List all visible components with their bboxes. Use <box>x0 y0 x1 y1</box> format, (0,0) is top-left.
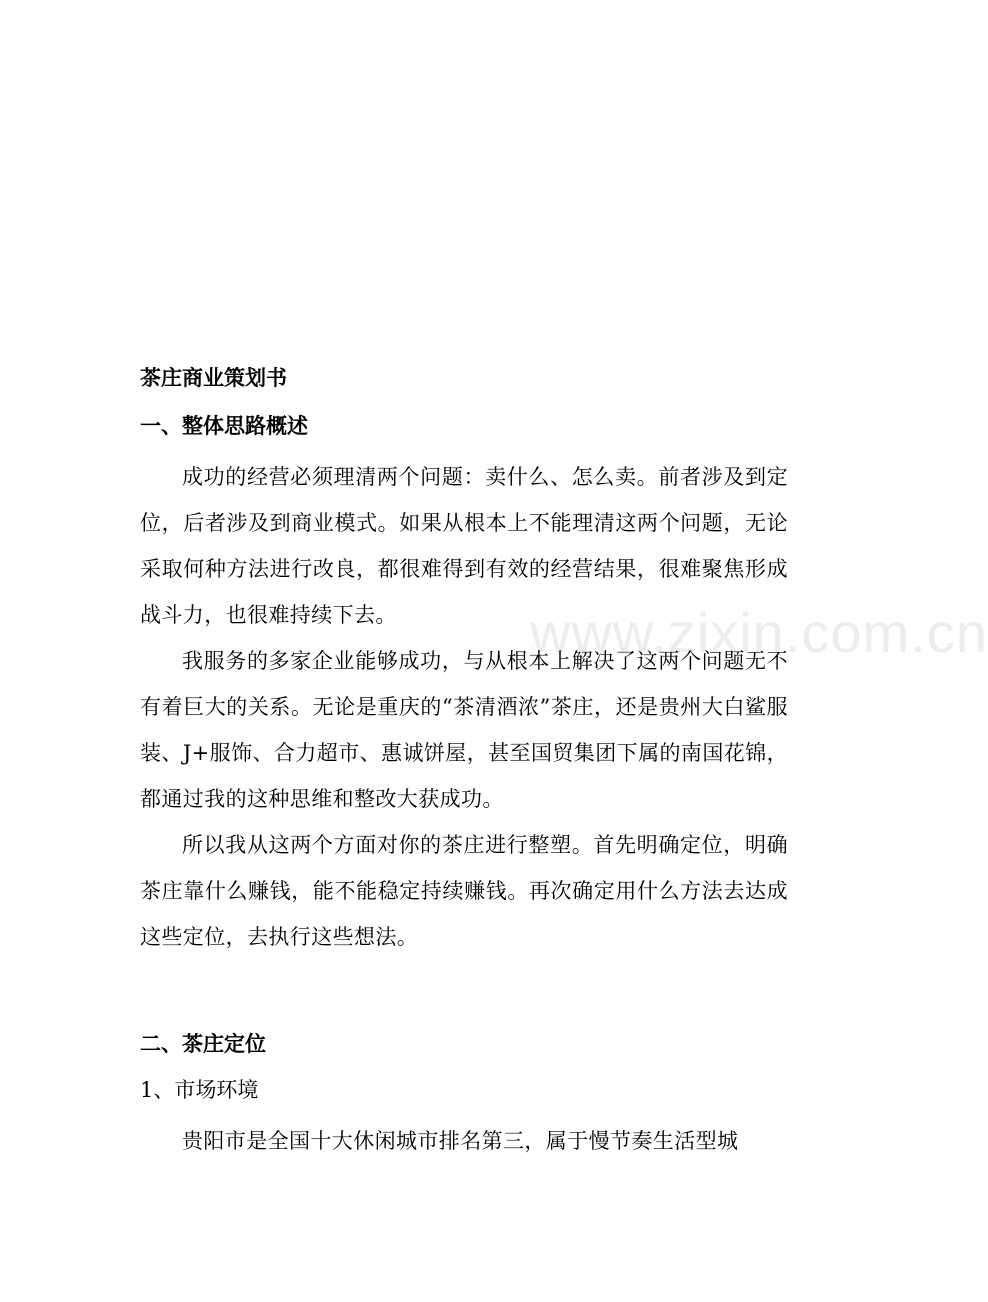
document-body <box>140 360 788 1164</box>
paragraph: 我服务的多家企业能够成功，与从根本上解决了这两个问题无不有着巨大的关系。无论是重庆的“茶清酒浓”茶庄，还是贵州大白鲨服装、J+服饰、合力超市、惠诚饼屋，甚至国贸集团下属的南国花锦，都通过我的这种思维和整改大获成功。 <box>140 649 788 811</box>
paragraph: 所以我从这两个方面对你的茶庄进行整塑。首先明确定位，明确茶庄靠什么赚钱，能不能稳定持续赚钱。再次确定用什么方法去达成这些定位，去执行这些想法。 <box>140 833 788 949</box>
paragraph: 贵阳市是全国十大休闲城市排名第三，属于慢节奏生活型城 <box>182 1129 739 1153</box>
subsection-heading-market: 1、市场环境 <box>140 1078 259 1102</box>
section-heading-overview: 一、整体思路概述 <box>140 413 308 438</box>
watermark: www.zixin.com.cn <box>530 601 988 664</box>
section-heading-positioning: 二、茶庄定位 <box>140 1031 266 1056</box>
paragraph: 成功的经营必须理清两个问题：卖什么、怎么卖。前者涉及到定位，后者涉及到商业模式。如果从根本上不能理清这两个问题，无论采取何种方法进行改良，都很难得到有效的经营结果，很难聚焦形成战斗力，也很难持续下去。 <box>140 465 788 627</box>
document-title: 茶庄商业策划书 <box>140 365 287 390</box>
